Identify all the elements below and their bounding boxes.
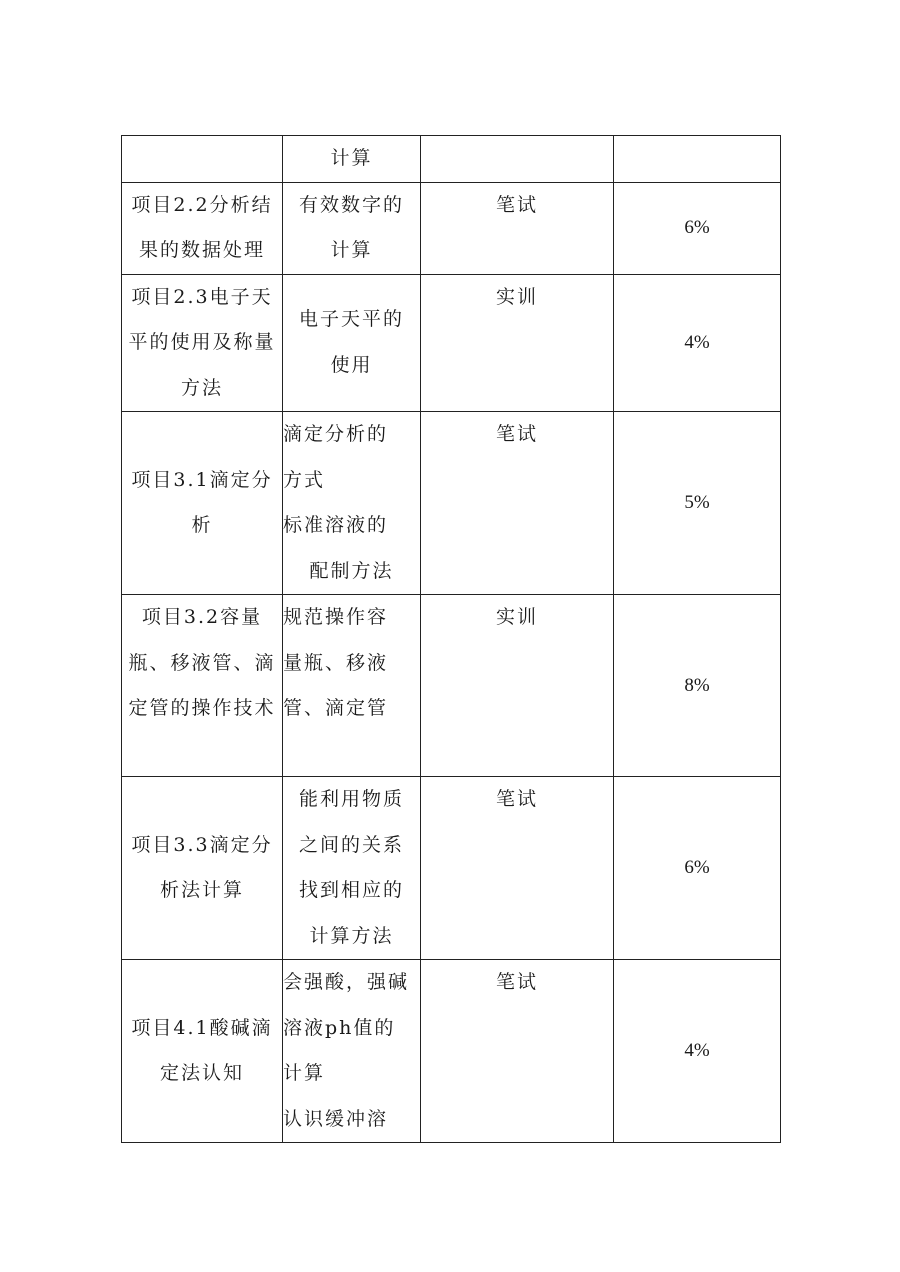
content-line: 滴定分析的 (283, 423, 389, 445)
content-line: 计算方法 (309, 924, 394, 947)
table-row (122, 960, 781, 1143)
weight-cell (614, 136, 781, 183)
method-cell: 实训 (421, 274, 614, 412)
content-line: 能利用物质 (298, 788, 404, 810)
content-line: 计算 (330, 239, 373, 261)
content-line: 规范操作容 (283, 606, 389, 628)
content-line: 之间的关系 (298, 833, 404, 856)
method-cell: 笔试 (421, 960, 614, 1143)
weight-cell: 6% (614, 777, 781, 960)
weight-cell: 8% (614, 595, 781, 777)
project-cell: 项目3.1滴定分析 (122, 412, 283, 595)
content-line: 计算 (330, 147, 373, 169)
content-cell (283, 412, 421, 595)
weight-cell: 5% (614, 412, 781, 595)
content-line: 计算 (283, 1062, 326, 1084)
table-row (122, 274, 781, 412)
method-cell (421, 136, 614, 183)
table-row (122, 595, 781, 777)
project-cell: 项目3.2容量瓶、移液管、滴定管的操作技术 (122, 595, 283, 777)
method-cell: 笔试 (421, 182, 614, 274)
content-cell (283, 595, 421, 777)
content-line: 认识缓冲溶 (283, 1107, 389, 1130)
weight-cell: 6% (614, 182, 781, 274)
content-line: 会强酸，强碱 (283, 971, 410, 993)
project-cell (122, 136, 283, 183)
project-cell: 项目2.2分析结果的数据处理 (122, 182, 283, 274)
content-cell (283, 136, 421, 183)
project-cell: 项目2.3电子天平的使用及称量方法 (122, 274, 283, 412)
content-line: 溶液ph值的 (283, 1016, 396, 1039)
method-cell: 实训 (421, 595, 614, 777)
weight-cell: 4% (614, 960, 781, 1143)
project-cell: 项目3.3滴定分析法计算 (122, 777, 283, 960)
content-line: 量瓶、移液 (283, 651, 389, 674)
table-row (122, 777, 781, 960)
content-line: 有效数字的 (298, 193, 404, 216)
table-row (122, 136, 781, 183)
method-cell: 笔试 (421, 777, 614, 960)
content-line: 方式 (283, 468, 326, 491)
weight-cell: 4% (614, 274, 781, 412)
content-line: 配制方法 (309, 559, 394, 582)
content-cell (283, 182, 421, 274)
content-line: 管、滴定管 (283, 697, 389, 719)
table-row (122, 412, 781, 595)
content-cell (283, 960, 421, 1143)
content-line: 标准溶液的 (283, 514, 389, 536)
content-line: 电子天平的 (298, 308, 404, 331)
content-line: 找到相应的 (298, 879, 404, 901)
content-cell (283, 777, 421, 960)
table-row (122, 182, 781, 274)
method-cell: 笔试 (421, 412, 614, 595)
assessment-table (121, 135, 781, 1143)
content-line: 使用 (330, 353, 373, 376)
content-cell (283, 274, 421, 412)
project-cell: 项目4.1酸碱滴定法认知 (122, 960, 283, 1143)
